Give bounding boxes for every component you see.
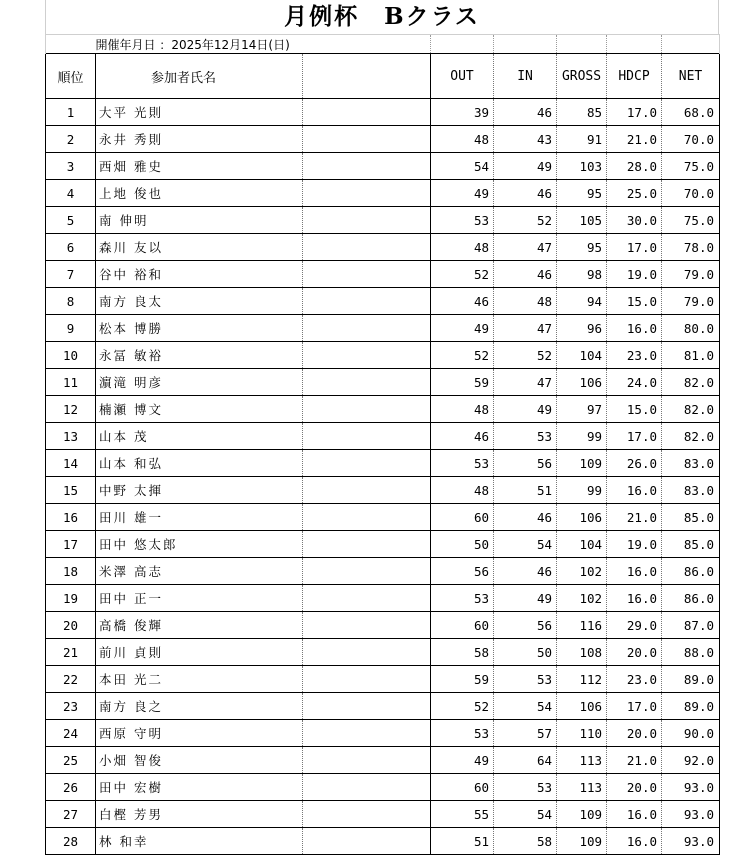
rank-cell: 3	[46, 153, 96, 180]
header-gross: GROSS	[557, 54, 607, 99]
name-cell: 南方 良太	[96, 288, 303, 315]
out-cell: 52	[431, 342, 494, 369]
spacer-cell	[303, 261, 431, 288]
header-hdcp: HDCP	[607, 54, 662, 99]
rank-cell: 11	[46, 369, 96, 396]
gross-cell: 113	[557, 747, 607, 774]
name-cell: 田中 悠太郎	[96, 531, 303, 558]
name-cell: 永井 秀則	[96, 126, 303, 153]
table-row	[46, 234, 720, 261]
gross-cell: 109	[557, 450, 607, 477]
name-cell: 本田 光二	[96, 666, 303, 693]
rank-cell: 13	[46, 423, 96, 450]
hdcp-cell: 20.0	[607, 720, 662, 747]
hdcp-cell: 17.0	[607, 234, 662, 261]
rank-cell: 17	[46, 531, 96, 558]
hdcp-cell: 17.0	[607, 99, 662, 126]
table-row	[46, 666, 720, 693]
out-cell: 53	[431, 720, 494, 747]
gross-cell: 96	[557, 315, 607, 342]
net-cell: 87.0	[662, 612, 720, 639]
table-row	[46, 801, 720, 828]
out-cell: 51	[431, 828, 494, 855]
gross-cell: 104	[557, 531, 607, 558]
in-cell: 53	[494, 423, 557, 450]
rank-cell: 22	[46, 666, 96, 693]
table-row	[46, 450, 720, 477]
table-row	[46, 423, 720, 450]
hdcp-cell: 16.0	[607, 801, 662, 828]
name-cell: 田中 宏樹	[96, 774, 303, 801]
gross-cell: 112	[557, 666, 607, 693]
in-cell: 46	[494, 558, 557, 585]
rank-cell: 25	[46, 747, 96, 774]
name-cell: 西原 守明	[96, 720, 303, 747]
gross-cell: 109	[557, 828, 607, 855]
spacer-cell	[303, 801, 431, 828]
hdcp-cell: 26.0	[607, 450, 662, 477]
net-cell: 82.0	[662, 396, 720, 423]
name-cell: 山本 和弘	[96, 450, 303, 477]
spacer-cell	[303, 666, 431, 693]
name-cell: 前川 貞則	[96, 639, 303, 666]
gross-cell: 94	[557, 288, 607, 315]
net-cell: 93.0	[662, 828, 720, 855]
spacer-cell	[303, 828, 431, 855]
spacer-cell	[303, 369, 431, 396]
out-cell: 46	[431, 288, 494, 315]
hdcp-cell: 21.0	[607, 504, 662, 531]
name-cell: 永冨 敏裕	[96, 342, 303, 369]
out-cell: 46	[431, 423, 494, 450]
gross-cell: 106	[557, 369, 607, 396]
spacer-cell	[303, 747, 431, 774]
name-cell: 大平 光則	[96, 99, 303, 126]
gross-cell: 91	[557, 126, 607, 153]
net-cell: 83.0	[662, 450, 720, 477]
rank-cell: 23	[46, 693, 96, 720]
gross-cell: 109	[557, 801, 607, 828]
out-cell: 53	[431, 450, 494, 477]
table-row	[46, 477, 720, 504]
net-cell: 70.0	[662, 126, 720, 153]
net-cell: 85.0	[662, 531, 720, 558]
net-cell: 70.0	[662, 180, 720, 207]
net-cell: 85.0	[662, 504, 720, 531]
gross-cell: 98	[557, 261, 607, 288]
gross-cell: 116	[557, 612, 607, 639]
net-cell: 89.0	[662, 693, 720, 720]
spacer-cell	[303, 450, 431, 477]
spacer-cell	[303, 153, 431, 180]
rank-cell: 12	[46, 396, 96, 423]
rank-cell: 20	[46, 612, 96, 639]
out-cell: 49	[431, 180, 494, 207]
net-cell: 83.0	[662, 477, 720, 504]
gross-cell: 106	[557, 504, 607, 531]
net-cell: 92.0	[662, 747, 720, 774]
out-cell: 49	[431, 747, 494, 774]
table-row	[46, 315, 720, 342]
in-cell: 47	[494, 369, 557, 396]
in-cell: 46	[494, 99, 557, 126]
gross-cell: 99	[557, 477, 607, 504]
hdcp-cell: 25.0	[607, 180, 662, 207]
out-cell: 49	[431, 315, 494, 342]
net-cell: 68.0	[662, 99, 720, 126]
name-cell: 米澤 高志	[96, 558, 303, 585]
event-date: 開催年月日 ：2025年12月14日(日)	[96, 35, 431, 54]
net-cell: 75.0	[662, 207, 720, 234]
net-cell: 93.0	[662, 774, 720, 801]
name-cell: 谷中 裕和	[96, 261, 303, 288]
hdcp-cell: 16.0	[607, 315, 662, 342]
in-cell: 56	[494, 450, 557, 477]
net-cell: 86.0	[662, 558, 720, 585]
table-row	[46, 126, 720, 153]
rank-cell: 10	[46, 342, 96, 369]
hdcp-cell: 17.0	[607, 423, 662, 450]
spacer-cell	[303, 504, 431, 531]
out-cell: 54	[431, 153, 494, 180]
spacer-cell	[303, 99, 431, 126]
name-cell: 小畑 智俊	[96, 747, 303, 774]
net-cell: 79.0	[662, 261, 720, 288]
name-cell: 白樫 芳男	[96, 801, 303, 828]
spacer-cell	[303, 477, 431, 504]
table-row	[46, 693, 720, 720]
gross-cell: 108	[557, 639, 607, 666]
spacer-cell	[303, 126, 431, 153]
hdcp-cell: 17.0	[607, 693, 662, 720]
table-row	[46, 558, 720, 585]
results-table	[45, 34, 720, 855]
table-row	[46, 153, 720, 180]
spacer-cell	[303, 396, 431, 423]
rank-cell: 24	[46, 720, 96, 747]
table-row	[46, 396, 720, 423]
in-cell: 53	[494, 774, 557, 801]
table-row	[46, 288, 720, 315]
hdcp-cell: 16.0	[607, 828, 662, 855]
rank-cell: 6	[46, 234, 96, 261]
name-cell: 中野 太揮	[96, 477, 303, 504]
hdcp-cell: 24.0	[607, 369, 662, 396]
in-cell: 47	[494, 315, 557, 342]
net-cell: 82.0	[662, 369, 720, 396]
table-row	[46, 720, 720, 747]
rank-cell: 4	[46, 180, 96, 207]
gross-cell: 95	[557, 234, 607, 261]
out-cell: 60	[431, 612, 494, 639]
name-cell: 松本 博勝	[96, 315, 303, 342]
gross-cell: 103	[557, 153, 607, 180]
page-title: 月例杯 Bクラス	[45, 0, 719, 34]
header-out: OUT	[431, 54, 494, 99]
rank-cell: 18	[46, 558, 96, 585]
rank-cell: 27	[46, 801, 96, 828]
rank-cell: 14	[46, 450, 96, 477]
spacer-cell	[303, 207, 431, 234]
name-cell: 田川 雄一	[96, 504, 303, 531]
name-cell: 南方 良之	[96, 693, 303, 720]
spacer-cell	[303, 774, 431, 801]
gross-cell: 102	[557, 585, 607, 612]
rank-cell: 21	[46, 639, 96, 666]
gross-cell: 110	[557, 720, 607, 747]
in-cell: 58	[494, 828, 557, 855]
gross-cell: 113	[557, 774, 607, 801]
out-cell: 52	[431, 693, 494, 720]
in-cell: 50	[494, 639, 557, 666]
net-cell: 89.0	[662, 666, 720, 693]
net-cell: 78.0	[662, 234, 720, 261]
net-cell: 81.0	[662, 342, 720, 369]
in-cell: 46	[494, 261, 557, 288]
table-row	[46, 828, 720, 855]
name-cell: 楠瀬 博文	[96, 396, 303, 423]
table-row	[46, 342, 720, 369]
name-cell: 西畑 雅史	[96, 153, 303, 180]
hdcp-cell: 21.0	[607, 126, 662, 153]
out-cell: 60	[431, 774, 494, 801]
table-row	[46, 261, 720, 288]
in-cell: 49	[494, 396, 557, 423]
net-cell: 86.0	[662, 585, 720, 612]
hdcp-cell: 20.0	[607, 639, 662, 666]
table-row	[46, 774, 720, 801]
rank-cell: 28	[46, 828, 96, 855]
rank-cell: 1	[46, 99, 96, 126]
results-sheet	[45, 0, 719, 855]
rank-cell: 26	[46, 774, 96, 801]
in-cell: 54	[494, 801, 557, 828]
header-in: IN	[494, 54, 557, 99]
spacer-cell	[303, 693, 431, 720]
out-cell: 58	[431, 639, 494, 666]
out-cell: 55	[431, 801, 494, 828]
hdcp-cell: 15.0	[607, 288, 662, 315]
rank-cell: 15	[46, 477, 96, 504]
out-cell: 50	[431, 531, 494, 558]
net-cell: 80.0	[662, 315, 720, 342]
table-row	[46, 612, 720, 639]
out-cell: 60	[431, 504, 494, 531]
out-cell: 48	[431, 396, 494, 423]
in-cell: 56	[494, 612, 557, 639]
spacer-cell	[303, 423, 431, 450]
in-cell: 52	[494, 207, 557, 234]
rank-cell: 8	[46, 288, 96, 315]
spacer-cell	[303, 180, 431, 207]
hdcp-cell: 23.0	[607, 666, 662, 693]
in-cell: 54	[494, 693, 557, 720]
out-cell: 52	[431, 261, 494, 288]
in-cell: 54	[494, 531, 557, 558]
hdcp-cell: 16.0	[607, 558, 662, 585]
gross-cell: 106	[557, 693, 607, 720]
table-row	[46, 207, 720, 234]
name-cell: 濵滝 明彦	[96, 369, 303, 396]
header-row	[46, 54, 720, 99]
rank-cell: 7	[46, 261, 96, 288]
gross-cell: 85	[557, 99, 607, 126]
spacer-cell	[303, 288, 431, 315]
rank-cell: 2	[46, 126, 96, 153]
in-cell: 57	[494, 720, 557, 747]
gross-cell: 97	[557, 396, 607, 423]
out-cell: 56	[431, 558, 494, 585]
in-cell: 51	[494, 477, 557, 504]
in-cell: 43	[494, 126, 557, 153]
net-cell: 90.0	[662, 720, 720, 747]
in-cell: 49	[494, 153, 557, 180]
table-row	[46, 369, 720, 396]
spacer-cell	[303, 585, 431, 612]
in-cell: 49	[494, 585, 557, 612]
gross-cell: 104	[557, 342, 607, 369]
in-cell: 46	[494, 180, 557, 207]
in-cell: 47	[494, 234, 557, 261]
rank-cell: 19	[46, 585, 96, 612]
spacer-cell	[303, 612, 431, 639]
out-cell: 48	[431, 234, 494, 261]
table-row	[46, 639, 720, 666]
gross-cell: 95	[557, 180, 607, 207]
hdcp-cell: 19.0	[607, 531, 662, 558]
gross-cell: 99	[557, 423, 607, 450]
rank-cell: 5	[46, 207, 96, 234]
out-cell: 59	[431, 369, 494, 396]
table-row	[46, 585, 720, 612]
hdcp-cell: 15.0	[607, 396, 662, 423]
table-row	[46, 504, 720, 531]
spacer-cell	[303, 531, 431, 558]
in-cell: 48	[494, 288, 557, 315]
hdcp-cell: 30.0	[607, 207, 662, 234]
table-row	[46, 180, 720, 207]
name-cell: 高橋 俊輝	[96, 612, 303, 639]
date-row	[46, 35, 720, 54]
out-cell: 53	[431, 585, 494, 612]
hdcp-cell: 29.0	[607, 612, 662, 639]
in-cell: 64	[494, 747, 557, 774]
hdcp-cell: 21.0	[607, 747, 662, 774]
hdcp-cell: 19.0	[607, 261, 662, 288]
in-cell: 52	[494, 342, 557, 369]
name-cell: 田中 正一	[96, 585, 303, 612]
table-row	[46, 531, 720, 558]
out-cell: 48	[431, 477, 494, 504]
out-cell: 59	[431, 666, 494, 693]
spacer-cell	[303, 234, 431, 261]
name-cell: 林 和幸	[96, 828, 303, 855]
in-cell: 46	[494, 504, 557, 531]
gross-cell: 105	[557, 207, 607, 234]
name-cell: 南 伸明	[96, 207, 303, 234]
table-row	[46, 747, 720, 774]
rank-cell: 16	[46, 504, 96, 531]
net-cell: 88.0	[662, 639, 720, 666]
header-spacer	[303, 54, 431, 99]
net-cell: 93.0	[662, 801, 720, 828]
header-rank: 順位	[46, 54, 96, 99]
table-row	[46, 99, 720, 126]
net-cell: 79.0	[662, 288, 720, 315]
spacer-cell	[303, 639, 431, 666]
hdcp-cell: 16.0	[607, 585, 662, 612]
spacer-cell	[303, 720, 431, 747]
name-cell: 森川 友以	[96, 234, 303, 261]
spacer-cell	[303, 315, 431, 342]
gross-cell: 102	[557, 558, 607, 585]
spacer-cell	[303, 342, 431, 369]
header-net: NET	[662, 54, 720, 99]
out-cell: 53	[431, 207, 494, 234]
spacer-cell	[303, 558, 431, 585]
hdcp-cell: 16.0	[607, 477, 662, 504]
hdcp-cell: 20.0	[607, 774, 662, 801]
header-name: 参加者氏名	[96, 54, 303, 99]
name-cell: 山本 茂	[96, 423, 303, 450]
hdcp-cell: 23.0	[607, 342, 662, 369]
in-cell: 53	[494, 666, 557, 693]
net-cell: 82.0	[662, 423, 720, 450]
hdcp-cell: 28.0	[607, 153, 662, 180]
net-cell: 75.0	[662, 153, 720, 180]
out-cell: 48	[431, 126, 494, 153]
rank-cell: 9	[46, 315, 96, 342]
name-cell: 上地 俊也	[96, 180, 303, 207]
out-cell: 39	[431, 99, 494, 126]
